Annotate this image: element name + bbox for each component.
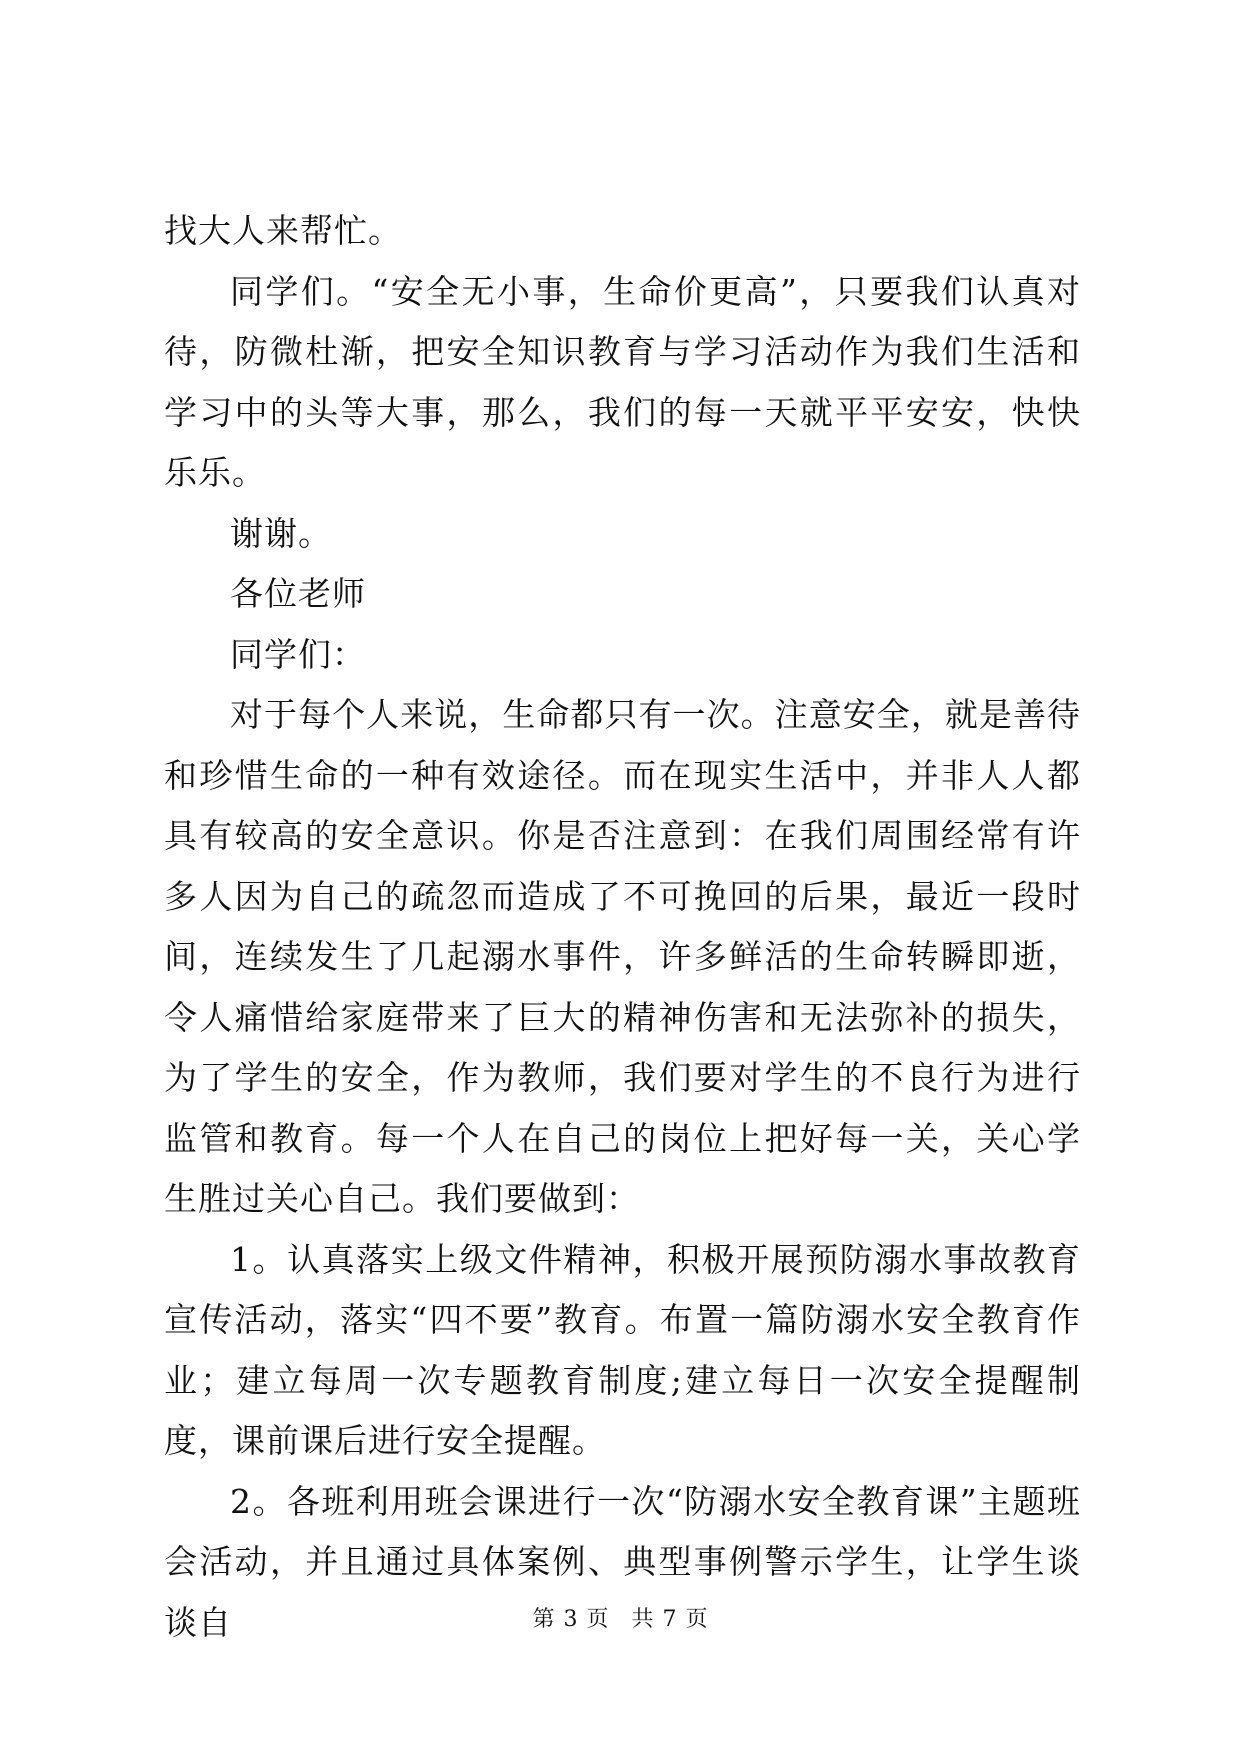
page-number: 第 3 页 [532, 1607, 610, 1632]
paragraph: 同学们： [230, 634, 366, 674]
paragraph: 对于每个人来说，生命都只有一次。注意安全，就是善待和珍惜生命的一种有效途径。而在现实生活中，并非人人都具有较高的安全意识。你是否注意到：在我们周围经常有许多人因为自己的疏忽而造成了不可挽回的后果，最近一段时间，连续发生了几起溺水事件，许多鲜活的生命转瞬即逝，令人痛惜给家庭带来了巨大的精神伤害和无法弥补的损失，为了学生的安全，作为教师，我们要对学生的不良行为进行监管和教育。每一个人在自己的岗位上把好每一关，关心学生胜过关心自己。我们要做到： [164, 695, 1081, 1218]
paragraph: 谢谢。 [230, 513, 332, 553]
page-total: 共 7 页 [631, 1607, 709, 1632]
page-footer [0, 1605, 1241, 1635]
paragraph: 2。各班利用班会课进行一次“防溺水安全教育课”主题班会活动，并且通过具体案例、典型事例警示学生，让学生谈谈自 [164, 1481, 1081, 1642]
paragraph: 1。认真落实上级文件精神，积极开展预防溺水事故教育宣传活动，落实“四不要”教育。布置一篇防溺水安全教育作业；建立每周一次专题教育制度;建立每日一次安全提醒制度，课前课后进行安全提醒。 [164, 1239, 1081, 1460]
paragraph: 各位老师 [230, 574, 366, 613]
paragraph: 同学们。“安全无小事，生命价更高”，只要我们认真对待，防微杜渐，把安全知识教育与学习活动作为我们生活和学习中的头等大事，那么，我们的每一天就平平安安，快快乐乐。 [164, 271, 1081, 492]
document-body [164, 201, 1081, 1653]
paragraph: 找大人来帮忙。 [164, 211, 402, 250]
